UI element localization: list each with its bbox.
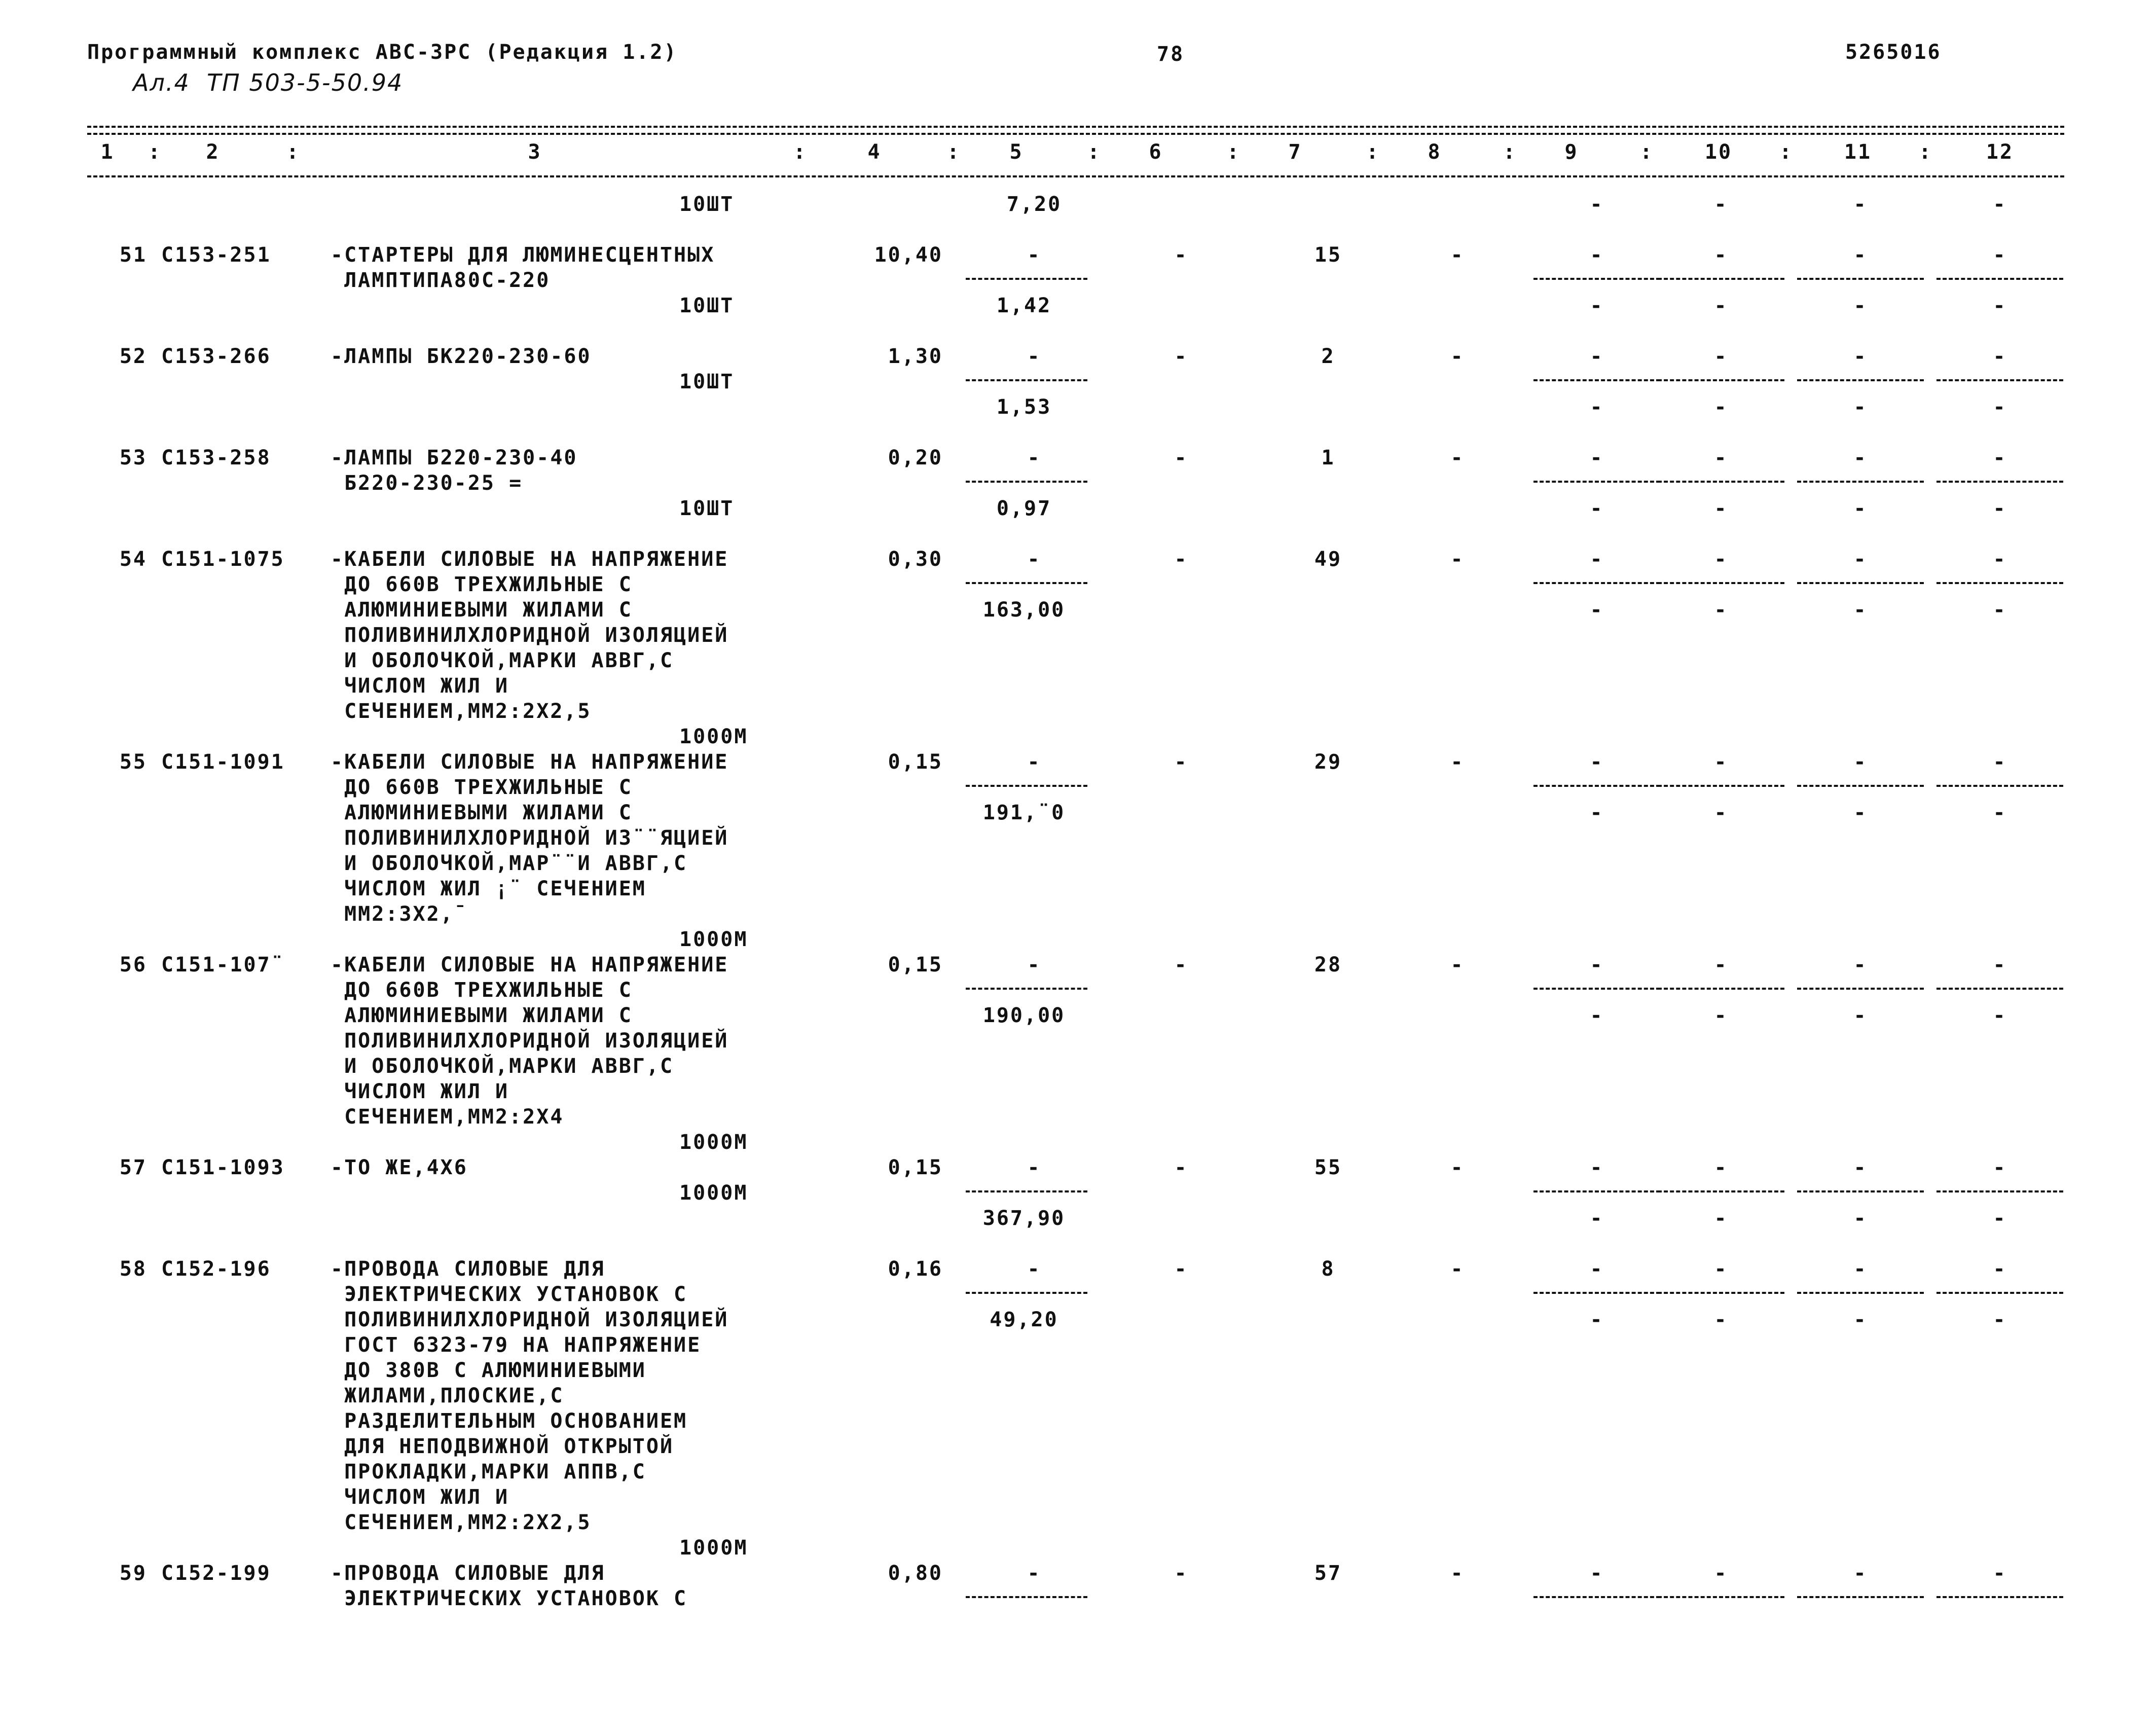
column-separator: : — [1503, 140, 1517, 164]
row-col11-top: - — [1853, 1562, 1868, 1585]
row-col5-bottom: 0,97 — [996, 497, 1052, 520]
col9-fraction-line — [1533, 1596, 1660, 1598]
row-col6: - — [1174, 548, 1188, 571]
row-description: -ЛАМПЫ БК220-230-60 — [331, 345, 592, 368]
row-col7: 57 — [1314, 1562, 1342, 1585]
header-rule-bottom — [87, 175, 2064, 177]
col5-fraction-line — [966, 1292, 1087, 1294]
row-number: 58 — [119, 1257, 147, 1281]
row-col11-bottom: - — [1853, 598, 1868, 622]
row-col7: 2 — [1321, 345, 1335, 368]
row-col11-bottom: - — [1853, 801, 1868, 824]
col9-fraction-line — [1533, 278, 1660, 280]
row-col5-top: - — [1027, 345, 1041, 368]
row-col9-bottom: - — [1590, 598, 1604, 622]
column-separator: : — [1366, 140, 1380, 164]
row-col9-top: - — [1590, 243, 1604, 267]
row-col9-top: - — [1590, 548, 1604, 571]
row-col10-top: - — [1714, 446, 1728, 469]
row-col9-bottom: - — [1590, 294, 1604, 317]
row-col8: - — [1450, 243, 1465, 267]
column-header-8: 8 — [1428, 140, 1442, 164]
row-col10-top: - — [1714, 548, 1728, 571]
column-separator: : — [286, 140, 301, 164]
row-col11-top: - — [1853, 446, 1868, 469]
col10-fraction-line — [1658, 785, 1784, 787]
column-header-5: 5 — [1009, 140, 1024, 164]
row-unit: 10ШТ — [679, 370, 735, 393]
column-separator: : — [148, 140, 162, 164]
col10-fraction-line — [1658, 278, 1784, 280]
row-code: С153-258 — [161, 446, 271, 469]
column-separator: : — [793, 140, 808, 164]
row-code: С151-1091 — [161, 750, 285, 774]
row-col12-bottom: - — [1993, 1004, 2007, 1027]
col10-fraction-line — [1658, 379, 1784, 381]
row-col7: 29 — [1314, 750, 1342, 774]
row-col7: 28 — [1314, 953, 1342, 976]
row-unit: 1000М — [679, 1536, 748, 1560]
row-col9-top: - — [1590, 345, 1604, 368]
row-unit: 1000М — [679, 1131, 748, 1154]
row-unit: 10ШТ — [679, 497, 735, 520]
row-col4: 0,15 — [888, 953, 943, 976]
row-col9-top: - — [1590, 1562, 1604, 1585]
row-col12-top: - — [1993, 446, 2007, 469]
row-col11-top: - — [1853, 750, 1868, 774]
row-col8: - — [1450, 548, 1465, 571]
col11-fraction-line — [1797, 785, 1924, 787]
row-col6: - — [1174, 1257, 1188, 1281]
row-col8: - — [1450, 1562, 1465, 1585]
row-col8: - — [1450, 345, 1465, 368]
row-col10-bottom: - — [1714, 294, 1728, 317]
col9-fraction-line — [1533, 1292, 1660, 1294]
row-col12-top: - — [1993, 243, 2007, 267]
row-col9-top: - — [1590, 1257, 1604, 1281]
column-header-10: 10 — [1704, 140, 1733, 164]
row-col5-top: - — [1027, 548, 1041, 571]
col11-fraction-line — [1797, 1596, 1924, 1598]
row-col11-bottom: - — [1853, 294, 1868, 317]
row-col10-bottom: - — [1714, 193, 1728, 216]
row-col9-top: - — [1590, 1156, 1604, 1179]
row-col12-bottom: - — [1993, 1308, 2007, 1331]
col5-fraction-line — [966, 785, 1087, 787]
row-col11-bottom: - — [1853, 1308, 1868, 1331]
row-col9-bottom: - — [1590, 497, 1604, 520]
row-col5-top: - — [1027, 1156, 1041, 1179]
row-col11-bottom: - — [1853, 193, 1868, 216]
row-col12-bottom: - — [1993, 801, 2007, 824]
row-col12-top: - — [1993, 953, 2007, 976]
column-separator: : — [1779, 140, 1794, 164]
row-col9-top: - — [1590, 446, 1604, 469]
col12-fraction-line — [1936, 785, 2063, 787]
col9-fraction-line — [1533, 1190, 1660, 1192]
row-col5-bottom: 1,53 — [996, 395, 1052, 419]
row-col9-bottom: - — [1590, 1308, 1604, 1331]
row-col9-top: - — [1590, 750, 1604, 774]
document-code: 5265016 — [1845, 41, 1942, 64]
row-col6: - — [1174, 1156, 1188, 1179]
row-col8: - — [1450, 1156, 1465, 1179]
column-header-7: 7 — [1288, 140, 1302, 164]
row-col10-bottom: - — [1714, 801, 1728, 824]
col11-fraction-line — [1797, 278, 1924, 280]
row-col11-top: - — [1853, 1257, 1868, 1281]
row-number: 51 — [119, 243, 147, 267]
col12-fraction-line — [1936, 481, 2063, 483]
col11-fraction-line — [1797, 582, 1924, 584]
row-col12-top: - — [1993, 548, 2007, 571]
handwritten-reference: Ал.4 ТП 503-5-50.94 — [133, 69, 404, 96]
row-col7: 55 — [1314, 1156, 1342, 1179]
col5-fraction-line — [966, 582, 1087, 584]
row-col12-bottom: - — [1993, 598, 2007, 622]
row-col9-bottom: - — [1590, 1004, 1604, 1027]
row-number: 52 — [119, 345, 147, 368]
row-col10-top: - — [1714, 1156, 1728, 1179]
column-separator: : — [1919, 140, 1933, 164]
row-col4: 0,20 — [888, 446, 943, 469]
col10-fraction-line — [1658, 582, 1784, 584]
row-col5-top: - — [1027, 1257, 1041, 1281]
col10-fraction-line — [1658, 481, 1784, 483]
row-unit: 10ШТ — [679, 294, 735, 317]
row-unit: 1000М — [679, 725, 748, 748]
row-number: 54 — [119, 548, 147, 571]
col12-fraction-line — [1936, 1596, 2063, 1598]
column-header-11: 11 — [1844, 140, 1872, 164]
row-col12-bottom: - — [1993, 497, 2007, 520]
row-description: -ПРОВОДА СИЛОВЫЕ ДЛЯ ЭЛЕКТРИЧЕСКИХ УСТАНОВОК С ПОЛИВИНИЛХЛОРИДНОЙ ИЗОЛЯЦИЕЙ ГОСТ 6323-79 НА НАПРЯЖЕНИЕ ДО 380В С АЛЮМИНИЕВЫМИ ЖИЛАМИ,ПЛОСКИЕ,С РАЗДЕЛИТЕЛЬНЫМ ОСНОВАНИЕМ ДЛЯ НЕПОДВИЖНОЙ ОТКРЫТОЙ ПРОКЛАДКИ,МАРКИ АППВ,С ЧИСЛОМ ЖИЛ И СЕЧЕНИЕМ,ММ2:2Х2,5 — [331, 1257, 729, 1534]
col11-fraction-line — [1797, 1292, 1924, 1294]
row-number: 59 — [119, 1562, 147, 1585]
row-col12-bottom: - — [1993, 294, 2007, 317]
col12-fraction-line — [1936, 988, 2063, 990]
row-col12-bottom: - — [1993, 193, 2007, 216]
col5-fraction-line — [966, 481, 1087, 483]
row-col11-bottom: - — [1853, 497, 1868, 520]
row-description: -ПРОВОДА СИЛОВЫЕ ДЛЯ ЭЛЕКТРИЧЕСКИХ УСТАНОВОК С — [331, 1562, 688, 1610]
row-col5-top: - — [1027, 1562, 1041, 1585]
col5-fraction-line — [966, 379, 1087, 381]
row-col10-bottom: - — [1714, 1004, 1728, 1027]
page-number: 78 — [1157, 43, 1185, 66]
row-col9-bottom: - — [1590, 395, 1604, 419]
col10-fraction-line — [1658, 1190, 1784, 1192]
row-number: 56 — [119, 953, 147, 976]
row-col6: - — [1174, 750, 1188, 774]
row-description: -КАБЕЛИ СИЛОВЫЕ НА НАПРЯЖЕНИЕ ДО 660В ТРЕХЖИЛЬНЫЕ С АЛЮМИНИЕВЫМИ ЖИЛАМИ С ПОЛИВИНИЛХЛОРИДНОЙ ИЗ¨¨ЯЦИЕЙ И ОБОЛОЧКОЙ,МАР¨¨И АВВГ,С ЧИСЛОМ ЖИЛ ¡¨ СЕЧЕНИЕМ ММ2:3Х2,¯ — [331, 750, 729, 926]
row-col6: - — [1174, 446, 1188, 469]
row-unit: 1000М — [679, 928, 748, 951]
row-col9-bottom: - — [1590, 1207, 1604, 1230]
row-col12-top: - — [1993, 750, 2007, 774]
row-col10-top: - — [1714, 1257, 1728, 1281]
row-col11-top: - — [1853, 1156, 1868, 1179]
row-col10-top: - — [1714, 1562, 1728, 1585]
row-col10-top: - — [1714, 345, 1728, 368]
row-col4: 0,15 — [888, 750, 943, 774]
row-description: -КАБЕЛИ СИЛОВЫЕ НА НАПРЯЖЕНИЕ ДО 660В ТРЕХЖИЛЬНЫЕ С АЛЮМИНИЕВЫМИ ЖИЛАМИ С ПОЛИВИНИЛХЛОРИДНОЙ ИЗОЛЯЦИЕЙ И ОБОЛОЧКОЙ,МАРКИ АВВГ,С ЧИСЛОМ ЖИЛ И СЕЧЕНИЕМ,ММ2:2Х2,5 — [331, 548, 729, 723]
row-col5-bottom: 49,20 — [990, 1308, 1058, 1331]
row-number: 55 — [119, 750, 147, 774]
program-title: Программный комплекс АВС-3РС (Редакция 1.2) — [87, 41, 678, 64]
col5-fraction-line — [966, 988, 1087, 990]
row-col5-bottom: 367,90 — [982, 1207, 1066, 1230]
row-number: 53 — [119, 446, 147, 469]
row-col12-top: - — [1993, 1257, 2007, 1281]
col12-fraction-line — [1936, 1292, 2063, 1294]
row-unit: 10ШТ — [679, 193, 735, 216]
col11-fraction-line — [1797, 988, 1924, 990]
row-col11-top: - — [1853, 548, 1868, 571]
row-col10-bottom: - — [1714, 1308, 1728, 1331]
row-col6: - — [1174, 953, 1188, 976]
col9-fraction-line — [1533, 481, 1660, 483]
col9-fraction-line — [1533, 582, 1660, 584]
row-description: -ЛАМПЫ Б220-230-40 Б220-230-25 = — [331, 446, 578, 495]
row-col11-bottom: - — [1853, 1207, 1868, 1230]
row-code: С151-1093 — [161, 1156, 285, 1179]
column-header-3: 3 — [528, 140, 542, 164]
row-col12-bottom: - — [1993, 395, 2007, 419]
row-col5-bottom: 7,20 — [1006, 193, 1062, 216]
row-col4: 0,16 — [888, 1257, 943, 1281]
row-col12-bottom: - — [1993, 1207, 2007, 1230]
row-col9-bottom: - — [1590, 801, 1604, 824]
col12-fraction-line — [1936, 278, 2063, 280]
row-description: -СТАРТЕРЫ ДЛЯ ЛЮМИНЕСЦЕНТНЫХ ЛАМПТИПА80С-220 — [331, 243, 715, 292]
header-rule-top — [87, 126, 2064, 128]
column-header-2: 2 — [206, 140, 220, 164]
row-col7: 8 — [1321, 1257, 1335, 1281]
row-description: -ТО ЖЕ,4Х6 — [331, 1156, 468, 1179]
row-code: С153-251 — [161, 243, 271, 267]
row-col10-top: - — [1714, 953, 1728, 976]
column-separator: : — [1640, 140, 1654, 164]
row-col5-bottom: 163,00 — [982, 598, 1066, 622]
col10-fraction-line — [1658, 1292, 1784, 1294]
col9-fraction-line — [1533, 785, 1660, 787]
row-number: 57 — [119, 1156, 147, 1179]
row-code: С153-266 — [161, 345, 271, 368]
row-col4: 0,15 — [888, 1156, 943, 1179]
column-header-9: 9 — [1564, 140, 1579, 164]
row-unit: 1000М — [679, 1181, 748, 1205]
row-col11-top: - — [1853, 953, 1868, 976]
col9-fraction-line — [1533, 988, 1660, 990]
row-col11-bottom: - — [1853, 1004, 1868, 1027]
col10-fraction-line — [1658, 1596, 1784, 1598]
row-col6: - — [1174, 243, 1188, 267]
col11-fraction-line — [1797, 1190, 1924, 1192]
col12-fraction-line — [1936, 1190, 2063, 1192]
row-col7: 15 — [1314, 243, 1342, 267]
column-header-4: 4 — [867, 140, 882, 164]
row-col7: 1 — [1321, 446, 1335, 469]
col5-fraction-line — [966, 1596, 1087, 1598]
row-col10-bottom: - — [1714, 598, 1728, 622]
row-col10-bottom: - — [1714, 1207, 1728, 1230]
row-col8: - — [1450, 750, 1465, 774]
row-code: С152-196 — [161, 1257, 271, 1281]
col11-fraction-line — [1797, 379, 1924, 381]
row-col5-bottom: 1,42 — [996, 294, 1052, 317]
row-code: С152-199 — [161, 1562, 271, 1585]
row-col9-top: - — [1590, 953, 1604, 976]
col12-fraction-line — [1936, 379, 2063, 381]
row-col5-top: - — [1027, 750, 1041, 774]
row-col10-top: - — [1714, 750, 1728, 774]
row-col5-bottom: 190,00 — [982, 1004, 1066, 1027]
column-header-6: 6 — [1149, 140, 1163, 164]
col5-fraction-line — [966, 1190, 1087, 1192]
row-col9-bottom: - — [1590, 193, 1604, 216]
row-col10-bottom: - — [1714, 395, 1728, 419]
column-separator: : — [1227, 140, 1241, 164]
row-col6: - — [1174, 1562, 1188, 1585]
row-col5-top: - — [1027, 953, 1041, 976]
row-code: С151-1075 — [161, 548, 285, 571]
row-code: С151-107¨ — [161, 953, 285, 976]
col5-fraction-line — [966, 278, 1087, 280]
column-separator: : — [947, 140, 961, 164]
row-col11-top: - — [1853, 345, 1868, 368]
row-col7: 49 — [1314, 548, 1342, 571]
column-header-12: 12 — [1986, 140, 2014, 164]
row-col8: - — [1450, 446, 1465, 469]
col10-fraction-line — [1658, 988, 1784, 990]
row-col5-top: - — [1027, 243, 1041, 267]
row-col11-top: - — [1853, 243, 1868, 267]
row-col4: 1,30 — [888, 345, 943, 368]
row-col11-bottom: - — [1853, 395, 1868, 419]
column-header-1: 1 — [100, 140, 115, 164]
column-separator: : — [1087, 140, 1102, 164]
row-col12-top: - — [1993, 1156, 2007, 1179]
row-col12-top: - — [1993, 1562, 2007, 1585]
row-col8: - — [1450, 953, 1465, 976]
row-col5-top: - — [1027, 446, 1041, 469]
col12-fraction-line — [1936, 582, 2063, 584]
row-col4: 0,30 — [888, 548, 943, 571]
header-rule-top-2 — [87, 133, 2064, 135]
col9-fraction-line — [1533, 379, 1660, 381]
row-col4: 0,80 — [888, 1562, 943, 1585]
col11-fraction-line — [1797, 481, 1924, 483]
row-col10-top: - — [1714, 243, 1728, 267]
row-col5-bottom: 191,¨0 — [982, 801, 1066, 824]
row-col10-bottom: - — [1714, 497, 1728, 520]
row-col8: - — [1450, 1257, 1465, 1281]
row-col6: - — [1174, 345, 1188, 368]
row-col4: 10,40 — [874, 243, 943, 267]
row-col12-top: - — [1993, 345, 2007, 368]
row-description: -КАБЕЛИ СИЛОВЫЕ НА НАПРЯЖЕНИЕ ДО 660В ТРЕХЖИЛЬНЫЕ С АЛЮМИНИЕВЫМИ ЖИЛАМИ С ПОЛИВИНИЛХЛОРИДНОЙ ИЗОЛЯЦИЕЙ И ОБОЛОЧКОЙ,МАРКИ АВВГ,С ЧИСЛОМ ЖИЛ И СЕЧЕНИЕМ,ММ2:2Х4 — [331, 953, 729, 1129]
